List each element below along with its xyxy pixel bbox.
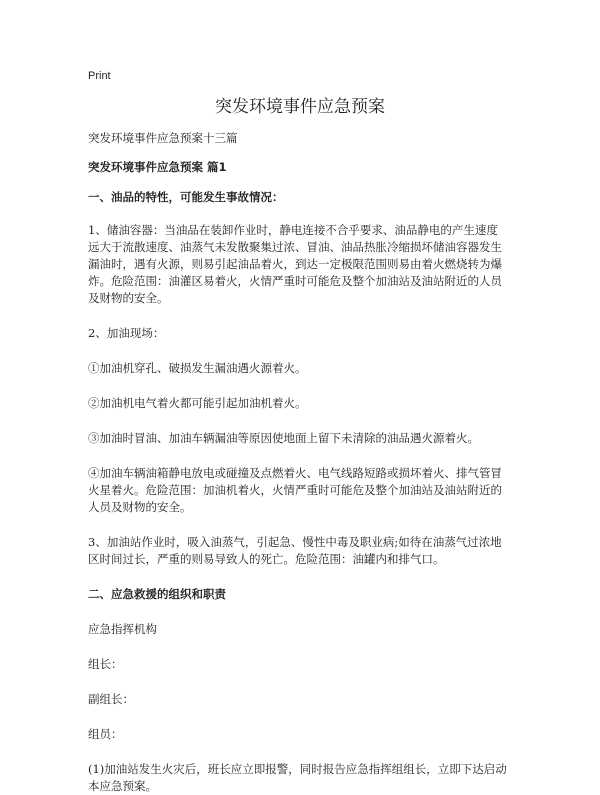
paragraph-site: 2、加油现场： <box>88 326 165 340</box>
paragraph-vapor: 3、加油站作业时，吸入油蒸气，引起急、慢性中毒及职业病;如待在油蒸气过浓地区时间过长，严重的则易导致人的死亡。危险范围：油罐内和排气口。 <box>88 535 502 566</box>
paragraph-item-1: ①加油机穿孔、破损发生漏油遇火源着火。 <box>88 361 307 375</box>
document-body <box>88 130 508 795</box>
document-subtitle: 突发环境事件应急预案十三篇 <box>88 131 238 145</box>
command-org: 应急指挥机构 <box>88 622 157 636</box>
document-title: 突发环境事件应急预案 <box>215 97 385 117</box>
section-title: 突发环境事件应急预案 篇1 <box>88 160 227 174</box>
deputy-label: 副组长： <box>88 692 134 706</box>
heading-1: 一、油品的特性，可能发生事故情况： <box>88 190 284 204</box>
paragraph-fire-response: (1)加油站发生火灾后，班长应立即报警，同时报告应急指挥组组长，立即下达启动本应急预案。 <box>88 762 507 793</box>
leader-label: 组长： <box>88 657 123 671</box>
paragraph-item-2: ②加油机电气着火都可能引起加油机着火。 <box>88 396 307 410</box>
paragraph-storage: 1、储油容器：当油品在装卸作业时，静电连接不合乎要求、油品静电的产生速度远大于流散速度、油蒸气未发散聚集过浓、冒油、油品热胀冷缩损坏储油容器发生漏油时，遇有火源，则易引起油品着火，到达一定极限范围则易由着火燃烧转为爆炸。危险范围：油灌区易着火，火情严重时可能危及整个加油站及油站附近的人员及财物的安全。 <box>88 223 502 305</box>
members-label: 组员： <box>88 727 123 741</box>
paragraph-item-3: ③加油时冒油、加油车辆漏油等原因使地面上留下未清除的油品遇火源着火。 <box>88 431 479 445</box>
paragraph-item-4: ④加油车辆油箱静电放电或碰撞及点燃着火、电气线路短路或损坏着火、排气管冒火星着火。危险范围：加油机着火，火情严重时可能危及整个加油站及油站附近的人员及财物的安全。 <box>88 466 502 514</box>
print-link[interactable]: Print <box>88 70 111 82</box>
heading-2: 二、应急救援的组织和职责 <box>88 587 226 601</box>
